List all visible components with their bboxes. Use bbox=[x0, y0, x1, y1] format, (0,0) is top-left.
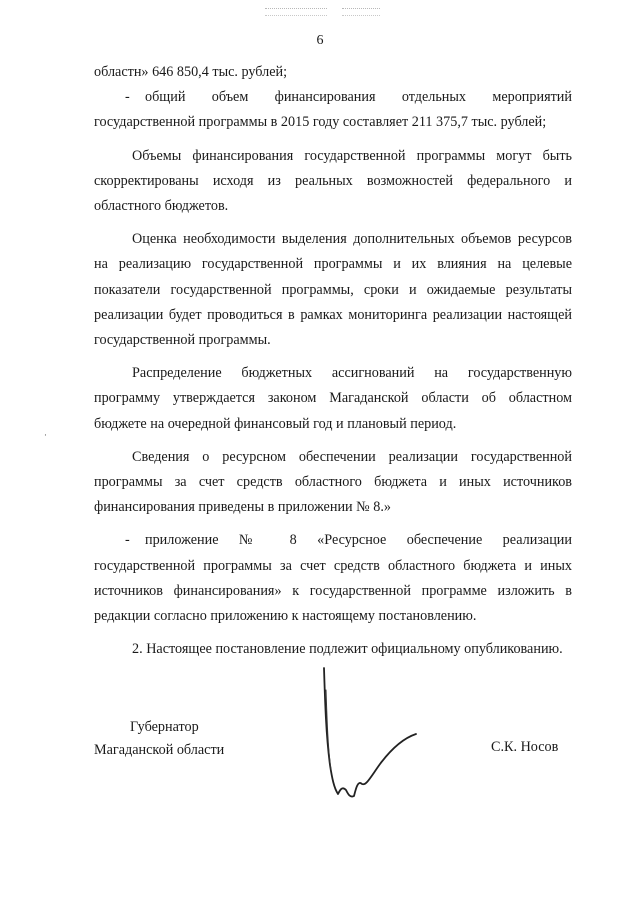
list-item-funding-2015 bbox=[94, 85, 572, 135]
paragraph-publication: 2. Настоящее постановление подлежит официальному опубликованию. bbox=[132, 641, 563, 658]
signatory-position: Губернатор bbox=[130, 719, 199, 735]
signatory-title bbox=[94, 716, 224, 762]
scan-artifact bbox=[342, 8, 380, 16]
paragraph-adjustment: Объемы финансирования государственной программы могут быть скорректированы исходя из реальных возможностей федерального и областного бюджетов. bbox=[94, 147, 572, 215]
margin-mark: · bbox=[44, 431, 47, 441]
list-dash: - bbox=[125, 532, 130, 549]
paragraph-distribution: Распределение бюджетных ассигнований на государственную программу утверждается законом Магаданской области об областном бюджете на очередной финансовый год и плановый период. bbox=[94, 365, 572, 432]
list-item-text: приложение № 8 «Ресурсное обеспечение реализации государственной программы за счет средств областного бюджета и иных источников финансирования» к государственной программе изложить в редакции согласно приложению к настоящему постановлению. bbox=[94, 532, 572, 625]
signatory-region: Магаданской области bbox=[94, 742, 225, 758]
list-dash: - bbox=[125, 89, 130, 106]
scan-artifact bbox=[265, 8, 327, 16]
list-item-text: общий объем финансирования отдельных мероприятий государственной программы в 2015 году составляет 211 375,7 тыс. рублей; bbox=[94, 89, 572, 131]
list-item-appendix-8 bbox=[94, 528, 572, 629]
document-body bbox=[94, 60, 572, 662]
paragraph-resource-info: Сведения о ресурсном обеспечении реализации государственной программы за счет средств областного бюджета и иных источников финансирования приведены в приложении № 8.» bbox=[94, 448, 572, 516]
handwritten-signature bbox=[300, 660, 430, 810]
page-number: 6 bbox=[316, 33, 324, 48]
signatory-name: С.К. Носов bbox=[491, 739, 559, 755]
paragraph-funding-regional: областн» 646 850,4 тыс. рублей; bbox=[94, 64, 288, 80]
paragraph-assessment: Оценка необходимости выделения дополнительных объемов ресурсов на реализацию государственной программы и их влияния на целевые показатели государственной программы, сроки и ожидаемые результаты реализации будет проводиться в рамках мониторинга реализации настоящей государственной программы. bbox=[94, 231, 572, 349]
